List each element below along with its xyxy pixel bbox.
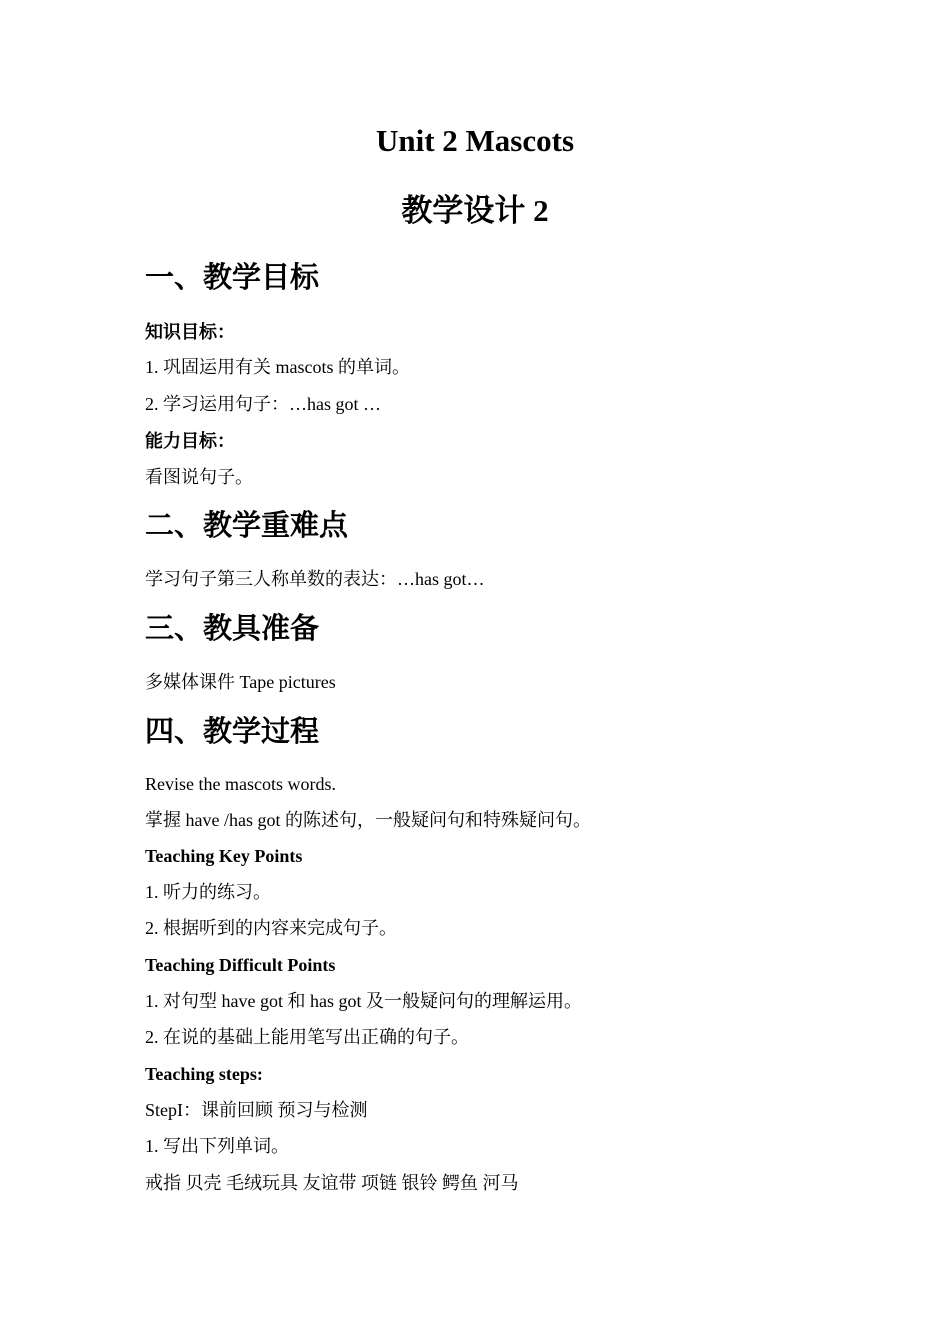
document-subtitle: 教学设计 2: [401, 193, 549, 228]
key-point-1: 1. 听力的练习。: [145, 882, 271, 902]
process-line-2: 掌握 have /has got 的陈述句，一般疑问句和特殊疑问句。: [145, 810, 591, 830]
step-1-task: 1. 写出下列单词。: [145, 1136, 289, 1156]
section-heading-objectives: 一、教学目标: [145, 262, 320, 294]
process-line-1: Revise the mascots words.: [145, 774, 336, 794]
key-points-label: Teaching Key Points: [145, 846, 303, 866]
key-point-2: 2. 根据听到的内容来完成句子。: [145, 918, 397, 938]
ability-goal-text: 看图说句子。: [145, 467, 253, 487]
section-heading-process: 四、教学过程: [145, 716, 320, 748]
knowledge-goal-2: 2. 学习运用句子：…has got …: [145, 394, 381, 414]
vocabulary-words: 戒指 贝壳 毛绒玩具 友谊带 项链 银铃 鳄鱼 河马: [145, 1173, 519, 1193]
section-heading-key-difficult: 二、教学重难点: [145, 510, 349, 542]
key-difficult-text: 学习句子第三人称单数的表达：…has got…: [145, 569, 485, 589]
document-title: Unit 2 Mascots: [375, 123, 575, 158]
step-1: StepI：课前回顾 预习与检测: [145, 1100, 368, 1120]
difficult-point-2: 2. 在说的基础上能用笔写出正确的句子。: [145, 1027, 469, 1047]
teaching-steps-label: Teaching steps:: [145, 1064, 263, 1084]
knowledge-goals-label: 知识目标：: [145, 322, 235, 342]
knowledge-goal-1: 1. 巩固运用有关 mascots 的单词。: [145, 357, 410, 377]
materials-text: 多媒体课件 Tape pictures: [145, 672, 336, 692]
difficult-points-label: Teaching Difficult Points: [145, 955, 336, 975]
difficult-point-1: 1. 对句型 have got 和 has got 及一般疑问句的理解运用。: [145, 991, 582, 1011]
ability-goals-label: 能力目标：: [145, 431, 235, 451]
section-heading-materials: 三、教具准备: [145, 613, 320, 645]
